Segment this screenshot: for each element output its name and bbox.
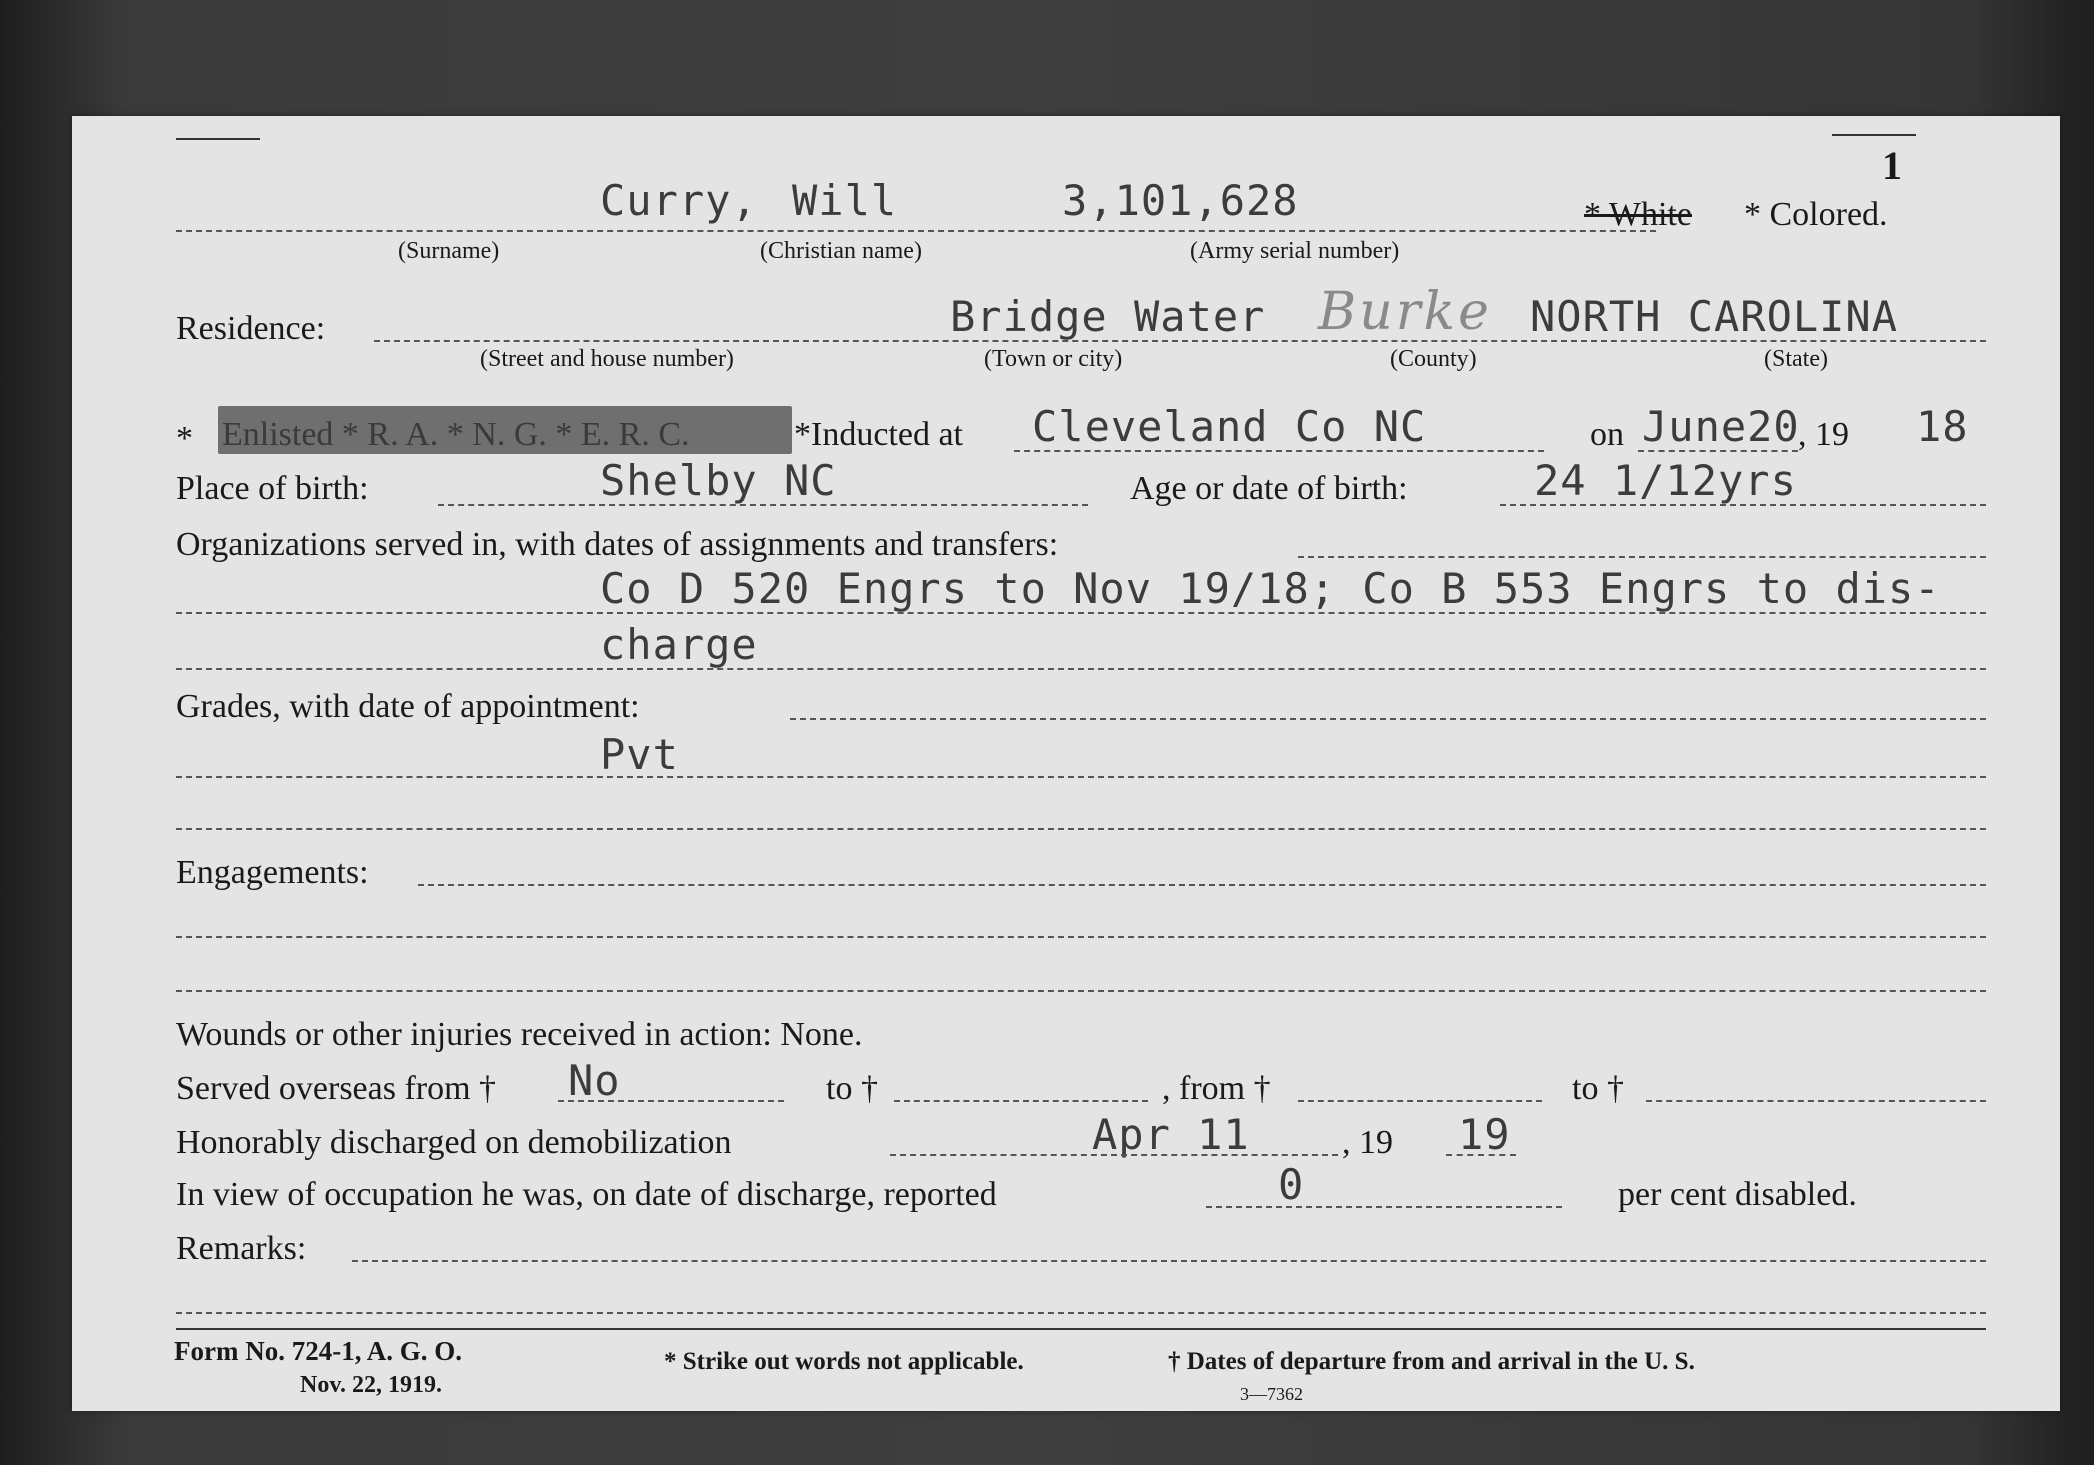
engagements-line-2: [176, 990, 1986, 992]
surname-value: Curry,: [600, 176, 758, 225]
surname-caption: (Surname): [398, 238, 500, 264]
place-of-birth-line: [438, 504, 1088, 506]
disability-value: 0: [1278, 1160, 1305, 1209]
engagements-line-0: [418, 884, 1986, 886]
grades-value: Pvt: [600, 730, 679, 779]
strike-note: * Strike out words not applicable.: [664, 1348, 1024, 1375]
inducted-at-label: *Inducted at: [794, 416, 963, 453]
redacted-enlisted-text: Enlisted * R. A. * N. G. * E. R. C.: [222, 416, 690, 453]
wounds-label: Wounds or other injuries received in action: None.: [176, 1016, 863, 1053]
organizations-value-line2: charge: [600, 620, 758, 669]
age-label: Age or date of birth:: [1130, 470, 1408, 507]
residence-town-value: Bridge Water: [950, 292, 1266, 341]
discharge-year-prefix: , 19: [1342, 1124, 1393, 1161]
discharge-date-line: [890, 1154, 1338, 1156]
discharge-year-line: [1446, 1154, 1516, 1156]
organizations-line-1: [176, 612, 1986, 614]
overseas-from-label: Served overseas from †: [176, 1070, 497, 1107]
form-number: Form No. 724-1, A. G. O.: [174, 1336, 462, 1366]
grades-label: Grades, with date of appointment:: [176, 688, 640, 725]
inducted-place-line: [1014, 450, 1544, 452]
inducted-date-line: [1638, 450, 1798, 452]
remarks-line-0: [352, 1260, 1986, 1262]
top-right-rule: [1832, 134, 1916, 136]
grades-line-2: [176, 828, 1986, 830]
inducted-place-value: Cleveland Co NC: [1032, 402, 1427, 451]
remarks-label: Remarks:: [176, 1230, 307, 1267]
card-number: 1: [1882, 143, 1902, 188]
place-of-birth-value: Shelby NC: [600, 456, 837, 505]
top-left-rule: [176, 138, 260, 140]
race-white-struck: * White: [1584, 196, 1692, 233]
serial-number-caption: (Army serial number): [1190, 238, 1400, 264]
age-value: 24 1/12yrs: [1534, 456, 1797, 505]
disability-label: In view of occupation he was, on date of discharge, reported: [176, 1176, 997, 1213]
street-caption: (Street and house number): [480, 346, 734, 372]
engagements-line-1: [176, 936, 1986, 938]
footer-rule: [176, 1328, 1986, 1330]
inducted-date-value: June20: [1642, 402, 1800, 451]
overseas-from2-label: , from †: [1162, 1070, 1271, 1107]
serial-number-value: 3,101,628: [1062, 176, 1299, 225]
residence-line: [374, 340, 1986, 342]
disability-suffix: per cent disabled.: [1618, 1176, 1857, 1213]
discharge-date-value: Apr 11: [1092, 1110, 1250, 1159]
overseas-to2-line: [1646, 1100, 1986, 1102]
organizations-line-2: [176, 668, 1986, 670]
overseas-to-line: [894, 1100, 1148, 1102]
organizations-label: Organizations served in, with dates of assignments and transfers:: [176, 526, 1059, 563]
age-line: [1500, 504, 1986, 506]
organizations-line-0: [1298, 556, 1986, 558]
grades-line-1: [176, 776, 1986, 778]
place-of-birth-label: Place of birth:: [176, 470, 369, 507]
town-caption: (Town or city): [984, 346, 1123, 372]
induction-star: *: [176, 420, 193, 457]
overseas-from2-line: [1298, 1100, 1542, 1102]
engagements-label: Engagements:: [176, 854, 369, 891]
dagger-note: † Dates of departure from and arrival in the U. S.: [1168, 1348, 1695, 1375]
overseas-to2-label: to †: [1572, 1070, 1624, 1107]
christian-name-value: Will: [792, 176, 898, 225]
overseas-to-label: to †: [826, 1070, 878, 1107]
organizations-value-line1: Co D 520 Engrs to Nov 19/18; Co B 553 Engrs to dis-: [600, 564, 1941, 613]
overseas-from-line: [558, 1100, 784, 1102]
christian-name-caption: (Christian name): [760, 238, 922, 264]
disability-line: [1206, 1206, 1562, 1208]
inducted-year-value: 18: [1916, 402, 1969, 451]
overseas-from-value: No: [568, 1056, 621, 1105]
race-colored: * Colored.: [1744, 196, 1888, 233]
name-line: [176, 230, 1656, 232]
print-code: 3—7362: [1240, 1384, 1303, 1404]
discharge-year-value: 19: [1458, 1110, 1511, 1159]
residence-state-value: NORTH CAROLINA: [1530, 292, 1899, 341]
state-caption: (State): [1764, 346, 1828, 372]
discharge-label: Honorably discharged on demobilization: [176, 1124, 732, 1161]
form-date: Nov. 22, 1919.: [300, 1372, 443, 1398]
grades-line-0: [790, 718, 1986, 720]
residence-label: Residence:: [176, 310, 326, 347]
on-label: on: [1590, 416, 1624, 453]
county-caption: (County): [1390, 346, 1477, 372]
remarks-line-1: [176, 1312, 1986, 1314]
service-record-card: [72, 116, 2060, 1411]
inducted-year-prefix: , 19: [1798, 416, 1849, 453]
residence-county-value: Burke: [1318, 282, 1492, 342]
